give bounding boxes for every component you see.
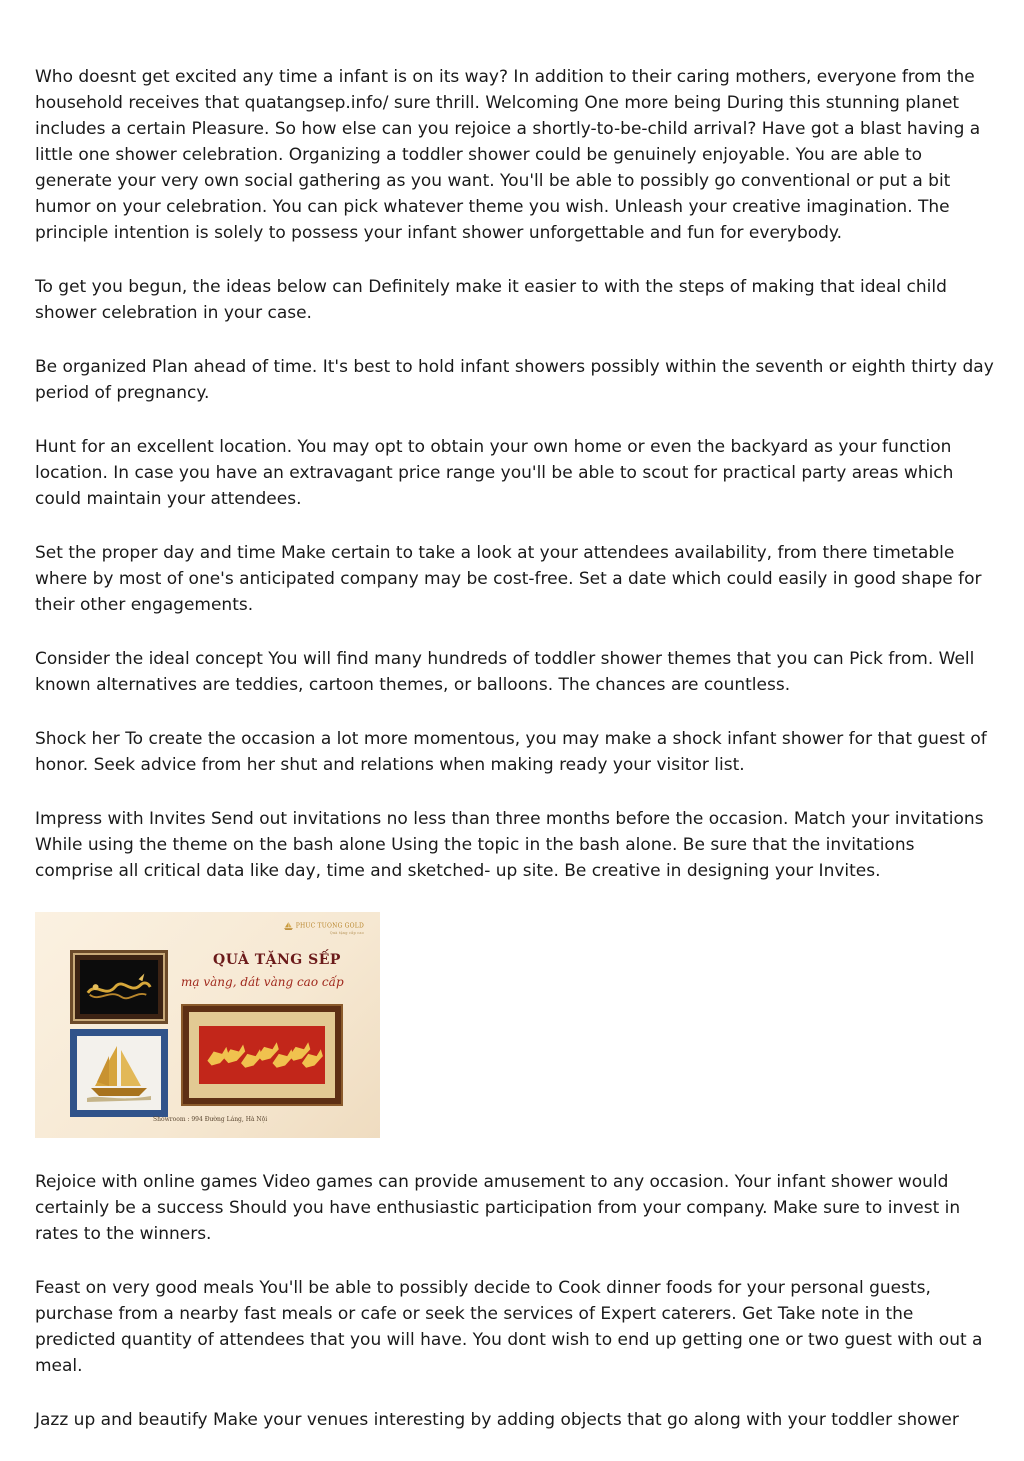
paragraph-getting-started: To get you begun, the ideas below can Definitely make it easier to with the steps of making that ideal child shower celebration in your case. <box>35 277 947 323</box>
framed-horses-picture <box>181 1004 343 1106</box>
paragraph-concept: Consider the ideal concept You will find many hundreds of toddler shower themes that you can Pick from. Well known alternatives are teddies, cartoon themes, or balloons. The chances are countless. <box>35 649 975 695</box>
paragraph-surprise: Shock her To create the occasion a lot more momentous, you may make a shock infant shower for that guest of honor. Seek advice from her shut and relations when making ready your visitor list. <box>35 729 987 775</box>
advert-title: QUÀ TẶNG SẾP <box>213 952 341 968</box>
paragraph-meals: Feast on very good meals You'll be able to possibly decide to Cook dinner foods for your personal guests, purchase from a nearby fast meals or cafe or seek the services of Expert caterers. Get Take note in the predicted quantity of attendees that you will have. You dont wish to end up getting one or two guest with out a meal. <box>35 1278 983 1376</box>
paragraph-be-organized: Be organized Plan ahead of time. It's best to hold infant showers possibly within the seventh or eighth thirty day period of pregnancy. <box>35 357 994 403</box>
framed-ship-picture <box>70 1029 168 1117</box>
brand-name: PHUC TUONG GOLD <box>295 922 364 930</box>
article-body <box>35 64 995 1461</box>
paragraph-invites: Impress with Invites Send out invitations no less than three months before the occasion. Match your invitations While using the theme on the bash alone Using the topic in the bash alone. Be sure that the invitations comprise all critical data like day, time and sketched- up site. Be creative in designing your Invites. <box>35 809 984 881</box>
paragraph-intro: Who doesnt get excited any time a infant is on its way? In addition to their caring mothers, everyone from the household receives that quatangsep.info/ sure thrill. Welcoming One more being During this stunning planet includes a certain Pleasure. So how else can you rejoice a shortly-to-be-child arrival? Have got a blast having a little one shower celebration. Organizing a toddler shower could be genuinely enjoyable. You are able to generate your very own social gathering as you want. You'll be able to possibly go conventional or put a bit humor on your celebration. You can pick whatever theme you wish. Unleash your creative imagination. The principle intention is solely to possess your infant shower unforgettable and fun for everybody. <box>35 67 981 243</box>
advert-subtitle: mạ vàng, dát vàng cao cấp <box>181 975 344 989</box>
sailing-ship-icon <box>77 1036 161 1110</box>
framed-dragon-picture <box>70 950 168 1024</box>
dragon-icon <box>80 960 158 1014</box>
showroom-address: Showroom : 994 Đường Láng, Hà Nội <box>153 1116 268 1123</box>
brand-tagline: Quà tặng cấp cao <box>329 931 364 935</box>
paragraph-day-time: Set the proper day and time Make certain to take a look at your attendees availability, from there timetable where by most of one's anticipated company may be cost-free. Set a date which could easily in good shape for their other engagements. <box>35 543 982 615</box>
gift-advert-image <box>35 912 380 1138</box>
paragraph-games: Rejoice with online games Video games can provide amusement to any occasion. Your infant shower would certainly be a success Should you have enthusiastic participation from your company. Make sure to invest in rates to the winners. <box>35 1172 961 1244</box>
galloping-horses-icon <box>199 1026 325 1084</box>
paragraph-location: Hunt for an excellent location. You may opt to obtain your own home or even the backyard as your function location. In case you have an extravagant price range you'll be able to scout for practical party areas which could maintain your attendees. <box>35 437 954 509</box>
sailboat-logo-icon <box>284 922 293 930</box>
brand-logo <box>284 922 364 935</box>
paragraph-decorate: Jazz up and beautify Make your venues interesting by adding objects that go along with your toddler shower <box>35 1410 959 1430</box>
